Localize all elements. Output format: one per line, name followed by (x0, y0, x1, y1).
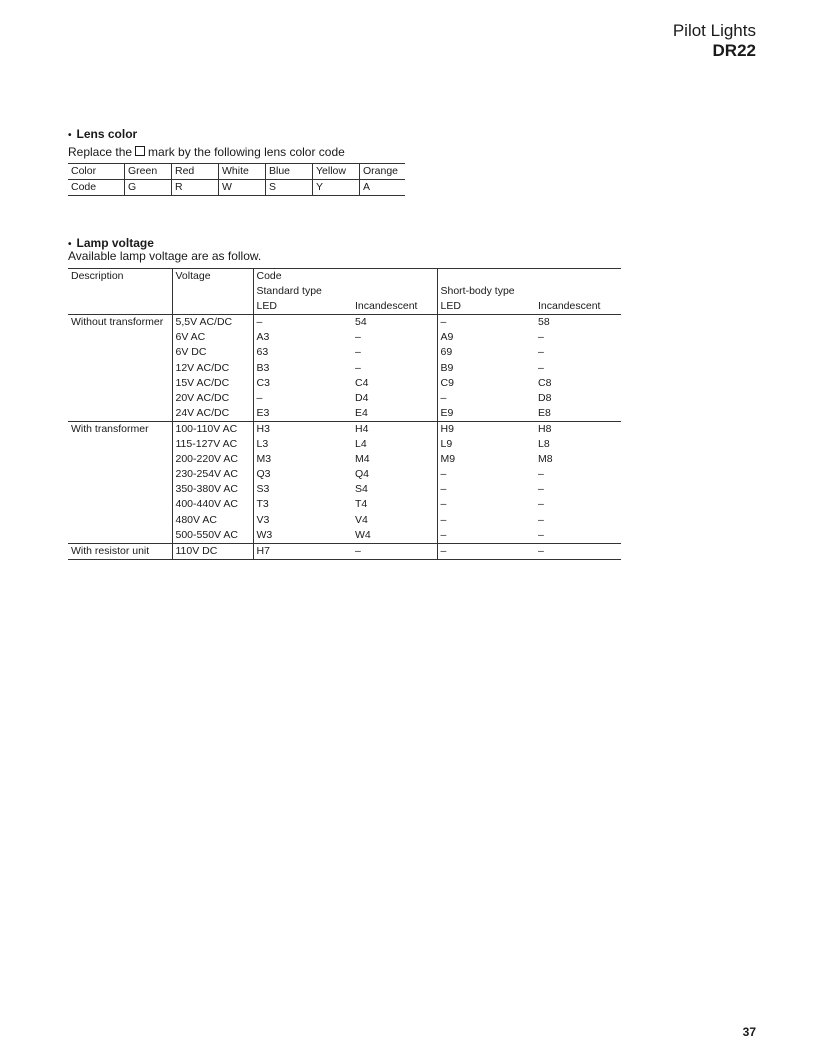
lens-color-table (68, 163, 405, 196)
short-body-led-code: L9 (437, 437, 535, 452)
short-body-led-code: 69 (437, 345, 535, 360)
standard-incandescent-code: D4 (355, 391, 369, 404)
lens-note-after: mark by the following lens color code (148, 145, 345, 159)
short-body-incandescent-code: D8 (538, 391, 552, 404)
table-cell: S (266, 180, 313, 196)
short-body-incandescent-code: – (538, 361, 544, 374)
table-cell: Yellow (313, 164, 360, 180)
short-body-incandescent-code: – (538, 498, 544, 511)
table-header-row (68, 299, 621, 315)
table-row (68, 376, 621, 391)
table-row (68, 315, 621, 331)
bullet-icon: • (68, 130, 72, 141)
short-body-incandescent-code: H8 (538, 422, 552, 435)
table-cell: R (172, 180, 219, 196)
lens-color-heading (68, 127, 137, 141)
standard-led-code: V3 (253, 513, 352, 528)
row-voltage: 12V AC/DC (172, 361, 253, 376)
short-body-incandescent-code: – (538, 468, 544, 481)
standard-incandescent-code: – (355, 361, 361, 374)
row-description (68, 406, 172, 422)
short-body-led-code: – (437, 482, 535, 497)
standard-led-code: 63 (253, 345, 352, 360)
standard-incandescent-code: – (355, 346, 361, 359)
header-led: LED (253, 299, 352, 315)
standard-incandescent-code: W4 (352, 528, 437, 544)
short-body-led-code: – (437, 543, 535, 559)
standard-incandescent-code: M4 (355, 453, 370, 466)
header-led: LED (437, 299, 535, 315)
short-body-incandescent-code: – (535, 528, 621, 544)
table-header-row (68, 284, 621, 299)
table-row (68, 345, 621, 360)
short-body-incandescent-code: – (538, 346, 544, 359)
row-description (68, 452, 172, 467)
table-cell: Blue (266, 164, 313, 180)
row-description (68, 467, 172, 482)
standard-incandescent-code: C4 (355, 376, 369, 389)
short-body-led-code: M9 (437, 452, 535, 467)
standard-incandescent-code: – (355, 331, 361, 344)
short-body-led-code: – (437, 497, 535, 512)
table-row (68, 467, 621, 482)
row-description (68, 376, 172, 391)
header-incandescent: Incandescent (535, 299, 621, 315)
row-voltage: 480V AC (172, 513, 253, 528)
table-row (68, 513, 621, 528)
table-header-row (68, 269, 621, 285)
row-voltage: 115-127V AC (172, 437, 253, 452)
short-body-led-code: – (437, 315, 535, 331)
table-row (68, 437, 621, 452)
row-description (68, 437, 172, 452)
table-row (68, 421, 621, 437)
standard-incandescent-code: – (352, 543, 437, 559)
row-description (68, 513, 172, 528)
table-cell: A (360, 180, 406, 196)
row-voltage: 200-220V AC (172, 452, 253, 467)
standard-led-code: T3 (253, 497, 352, 512)
table-cell: Orange (360, 164, 406, 180)
short-body-incandescent-code: L8 (538, 438, 550, 451)
standard-incandescent-code: V4 (355, 513, 368, 526)
page-header-model: DR22 (712, 41, 756, 60)
row-voltage: 500-550V AC (172, 528, 253, 544)
page-number: 37 (742, 1025, 756, 1039)
table-cell: White (219, 164, 266, 180)
standard-led-code: S3 (253, 482, 352, 497)
short-body-led-code: A9 (437, 330, 535, 345)
row-voltage: 6V DC (172, 345, 253, 360)
short-body-incandescent-code: 58 (538, 316, 550, 329)
row-description (68, 528, 172, 544)
table-row (68, 482, 621, 497)
lens-color-note (68, 145, 345, 159)
row-voltage: 6V AC (172, 330, 253, 345)
standard-led-code: – (253, 315, 352, 331)
short-body-incandescent-code: – (538, 483, 544, 496)
row-voltage: 5,5V AC/DC (172, 315, 253, 331)
header-description: Description (68, 269, 172, 285)
standard-led-code: A3 (253, 330, 352, 345)
row-voltage: 230-254V AC (172, 467, 253, 482)
standard-incandescent-code: S4 (355, 483, 368, 496)
short-body-led-code: C9 (437, 376, 535, 391)
table-cell: Y (313, 180, 360, 196)
short-body-incandescent-code: – (538, 513, 544, 526)
header-standard-type: Standard type (253, 284, 437, 299)
table-row (68, 497, 621, 512)
row-description (68, 497, 172, 512)
header-voltage: Voltage (172, 269, 253, 285)
header-short-body-type: Short-body type (437, 284, 621, 299)
table-row (68, 528, 621, 544)
lamp-voltage-table (68, 268, 621, 560)
short-body-led-code: – (437, 391, 535, 406)
standard-incandescent-code: H4 (355, 422, 369, 435)
short-body-incandescent-code: M8 (538, 453, 553, 466)
standard-incandescent-code: L4 (355, 438, 367, 451)
table-row (68, 543, 621, 559)
standard-led-code: W3 (253, 528, 352, 544)
standard-led-code: E3 (253, 406, 352, 422)
short-body-led-code: – (437, 513, 535, 528)
table-row (68, 180, 405, 196)
header-code: Code (253, 269, 352, 285)
standard-incandescent-code: T4 (355, 498, 368, 511)
standard-led-code: B3 (253, 361, 352, 376)
table-cell: W (219, 180, 266, 196)
row-voltage: 400-440V AC (172, 497, 253, 512)
standard-incandescent-code: E4 (352, 406, 437, 422)
lamp-voltage-heading-text: Lamp voltage (76, 236, 154, 250)
bullet-icon: • (68, 239, 72, 250)
short-body-incandescent-code: C8 (538, 376, 552, 389)
row-voltage: 20V AC/DC (172, 391, 253, 406)
table-row (68, 330, 621, 345)
row-voltage: 24V AC/DC (172, 406, 253, 422)
table-row (68, 361, 621, 376)
short-body-incandescent-code: – (535, 543, 621, 559)
standard-led-code: H7 (253, 543, 352, 559)
row-description (68, 330, 172, 345)
short-body-incandescent-code: E8 (535, 406, 621, 422)
short-body-led-code: – (437, 528, 535, 544)
standard-incandescent-code: 54 (355, 316, 367, 329)
short-body-led-code: H9 (437, 421, 535, 437)
table-row (68, 164, 405, 180)
table-cell: Red (172, 164, 219, 180)
row-description (68, 361, 172, 376)
table-cell: Green (125, 164, 172, 180)
standard-led-code: Q3 (253, 467, 352, 482)
row-description (68, 482, 172, 497)
short-body-led-code: B9 (437, 361, 535, 376)
row-description (68, 391, 172, 406)
table-cell: Color (68, 164, 125, 180)
checkbox-square-icon (135, 146, 145, 156)
standard-led-code: H3 (253, 421, 352, 437)
table-cell: G (125, 180, 172, 196)
standard-led-code: – (253, 391, 352, 406)
row-voltage: 15V AC/DC (172, 376, 253, 391)
short-body-led-code: – (437, 467, 535, 482)
lamp-voltage-note: Available lamp voltage are as follow. (68, 249, 262, 263)
standard-incandescent-code: Q4 (355, 468, 370, 481)
table-row (68, 391, 621, 406)
row-voltage: 100-110V AC (172, 421, 253, 437)
table-cell: Code (68, 180, 125, 196)
row-description: Without transformer (71, 316, 164, 329)
lens-color-heading-text: Lens color (76, 127, 138, 141)
short-body-led-code: E9 (437, 406, 535, 422)
standard-led-code: L3 (253, 437, 352, 452)
short-body-incandescent-code: – (538, 331, 544, 344)
table-row (68, 406, 621, 422)
row-voltage: 110V DC (172, 543, 253, 559)
row-description: With transformer (71, 422, 149, 435)
header-incandescent: Incandescent (352, 299, 437, 315)
standard-led-code: C3 (253, 376, 352, 391)
table-row (68, 452, 621, 467)
standard-led-code: M3 (253, 452, 352, 467)
row-description: With resistor unit (68, 543, 172, 559)
row-description (68, 345, 172, 360)
row-voltage: 350-380V AC (172, 482, 253, 497)
page-header-title: Pilot Lights (672, 21, 756, 40)
lamp-voltage-heading (68, 236, 154, 250)
lens-note-before: Replace the (68, 145, 133, 159)
